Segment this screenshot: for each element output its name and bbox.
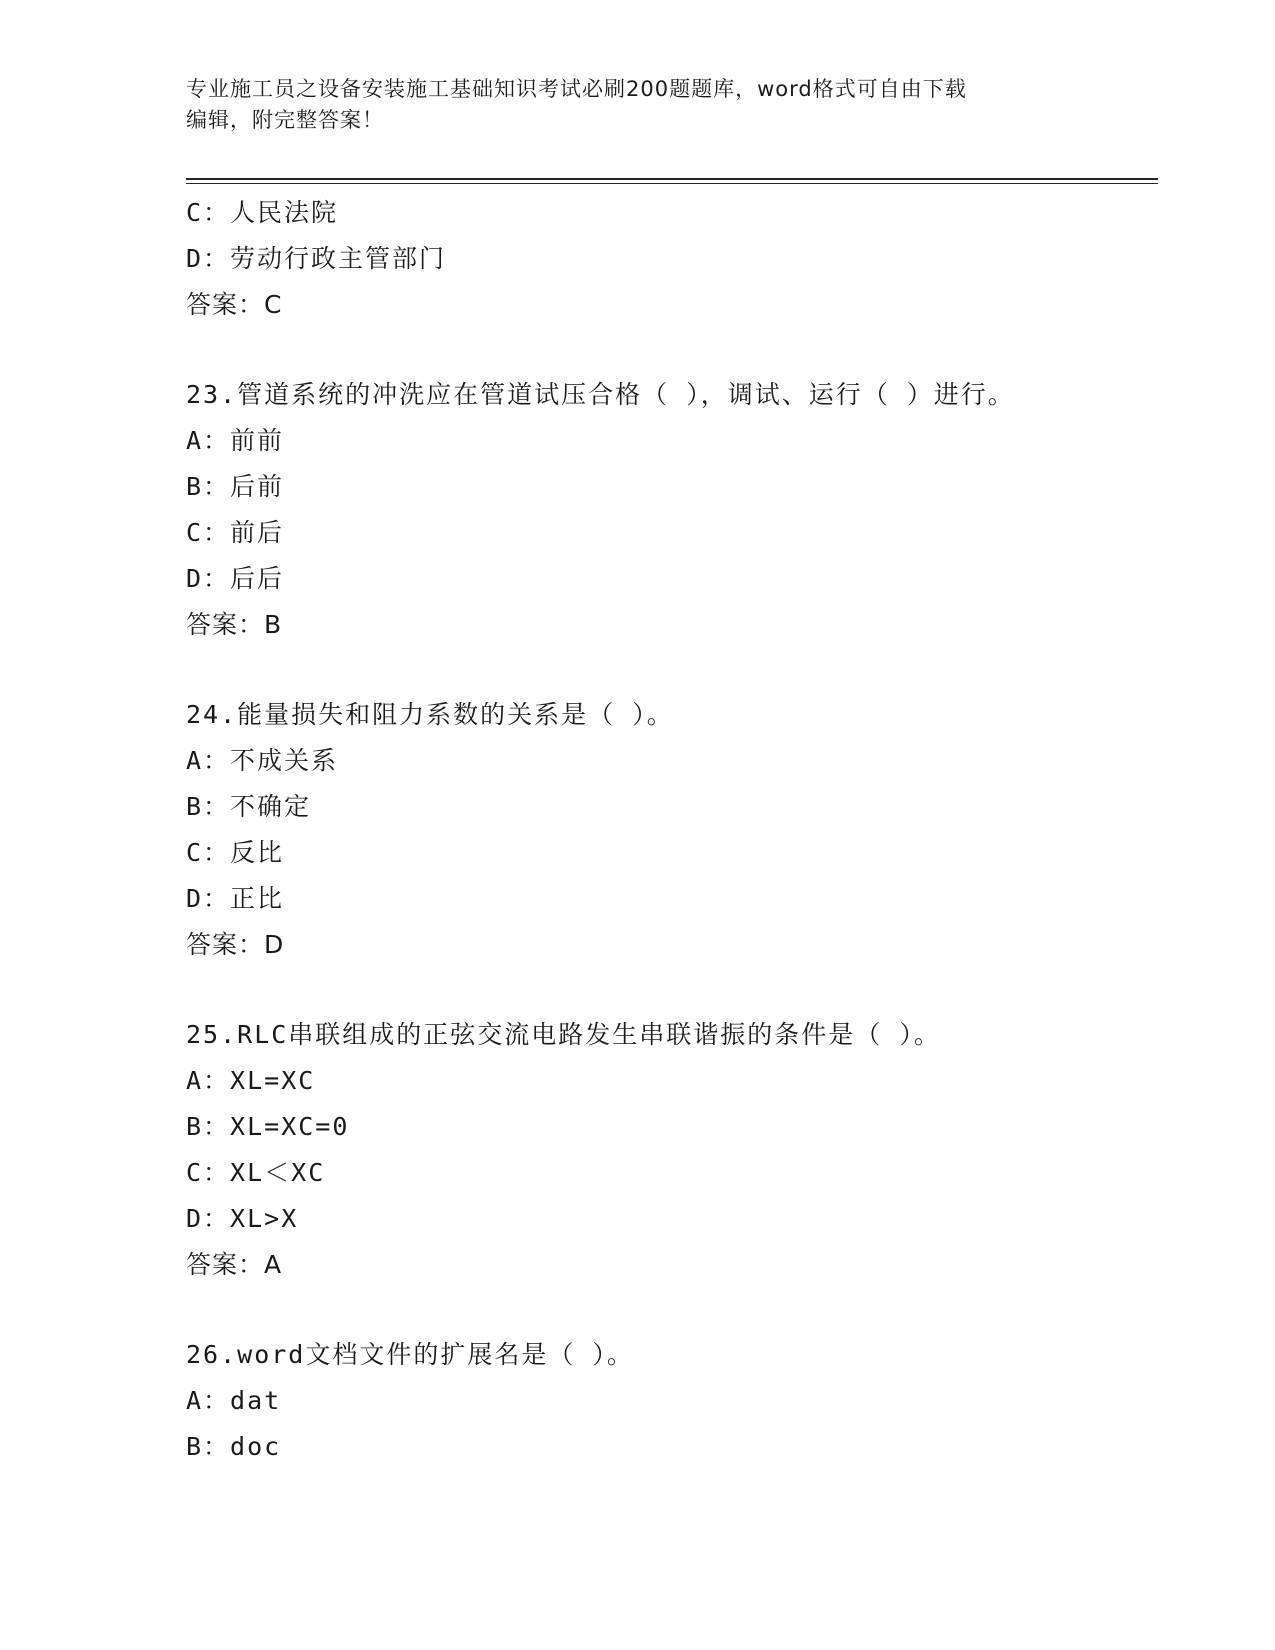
header-divider-thin <box>186 183 1158 184</box>
question-23 <box>186 372 1156 648</box>
option-b: B：XL=XC=0 <box>186 1112 350 1141</box>
option-c: C：人民法院 <box>186 198 339 227</box>
option-a: A：前前 <box>186 426 285 455</box>
question-stem: 25.RLC串联组成的正弦交流电路发生串联谐振的条件是（ ）。 <box>186 1020 941 1049</box>
answer-line: 答案：A <box>186 1250 283 1279</box>
answer-line: 答案：D <box>186 930 285 959</box>
answer-line: 答案：C <box>186 290 283 319</box>
question-stem: 23.管道系统的冲洗应在管道试压合格（ ），调试、运行（ ）进行。 <box>186 380 1015 409</box>
header-title-line-2: 编辑，附完整答案！ <box>186 108 384 132</box>
option-d: D：XL>X <box>186 1204 299 1233</box>
option-c: C：反比 <box>186 838 285 867</box>
option-b: B：不确定 <box>186 792 312 821</box>
question-stem: 26.word文档文件的扩展名是（ ）。 <box>186 1340 634 1369</box>
question-stem: 24.能量损失和阻力系数的关系是（ ）。 <box>186 700 674 729</box>
option-c: C：前后 <box>186 518 285 547</box>
question-22-continuation <box>186 190 1156 328</box>
option-d: D：后后 <box>186 564 285 593</box>
answer-line: 答案：B <box>186 610 283 639</box>
spacer <box>186 328 1156 372</box>
spacer <box>186 648 1156 692</box>
spacer <box>186 968 1156 1012</box>
header-divider-thick <box>186 178 1158 180</box>
question-24 <box>186 692 1156 968</box>
option-a: A：dat <box>186 1386 282 1415</box>
question-25 <box>186 1012 1156 1288</box>
option-d: D：正比 <box>186 884 285 913</box>
option-a: A：不成关系 <box>186 746 339 775</box>
header-title-line-1: 专业施工员之设备安装施工基础知识考试必刷200题题库，word格式可自由下载 <box>186 77 967 101</box>
spacer <box>186 1288 1156 1332</box>
question-26 <box>186 1332 1156 1470</box>
question-content <box>186 190 1156 1470</box>
document-header <box>186 74 1066 136</box>
option-b: B：doc <box>186 1432 282 1461</box>
option-b: B：后前 <box>186 472 285 501</box>
option-c: C：XL＜XC <box>186 1158 326 1187</box>
option-a: A：XL=XC <box>186 1066 316 1095</box>
option-d: D：劳动行政主管部门 <box>186 244 447 273</box>
